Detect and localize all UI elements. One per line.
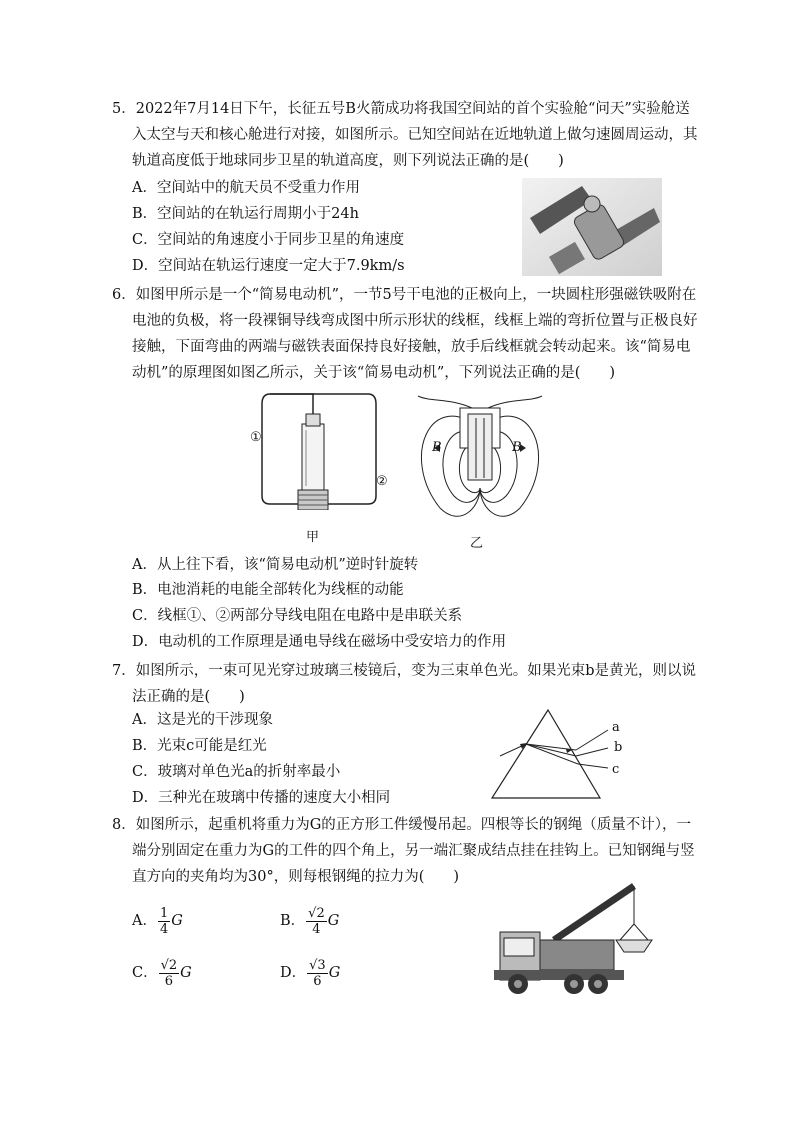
q8-c-denominator: 6 [164, 973, 174, 989]
q8-b-numerator: √2 [308, 905, 325, 921]
ray-label-c: c [612, 762, 620, 777]
q7-option-a: A．这是光的干涉现象 [132, 712, 273, 728]
figure-jia-caption: 甲 [306, 530, 320, 545]
figure-yi-caption: 乙 [470, 536, 484, 551]
q8-d-denominator: 6 [313, 973, 322, 989]
q7-option-b: B．光束c可能是红光 [132, 738, 267, 754]
q6-option-c: C．线框①、②两部分导线电阻在电路中是串联关系 [132, 608, 463, 624]
field-label-b-left: B [432, 440, 442, 455]
q7-option-d: D．三种光在玻璃中传播的速度大小相同 [132, 790, 391, 806]
q5-option-d: D．空间站在轨运行速度一定大于7.9km/s [132, 258, 405, 274]
question-7-stem: 7．如图所示，一束可见光穿过玻璃三棱镜后，变为三束单色光。如果光束b是黄光，则以说法正确的是( ) [112, 663, 697, 705]
question-6-stem: 6．如图甲所示是一个“简易电动机”，一节5号干电池的正极向上，一块圆柱形强磁铁吸附在电池的负极，将一段裸铜导线弯成图中所示形状的线框，线框上端的弯折位置与正极良好接触，下面弯曲的两端与磁铁表面保持良好接触，放手后线框就会转动起来。该“简易电动机”的原理图如图乙所示，关于该“简易电动机”，下列说法正确的是( ) [112, 287, 698, 381]
q8-option-a [132, 904, 183, 938]
crane-truck-illustration [494, 880, 664, 1000]
question-5-stem: 5．2022年7月14日下午，长征五号B火箭成功将我国空间站的首个实验舱“问天”实验舱送入太空与天和核心舱进行对接，如图所示。已知空间站在近地轨道上做匀速圆周运动，其轨道高度低于地球同步卫星的轨道高度，则下列说法正确的是( ) [112, 101, 698, 169]
q8-option-c [132, 956, 192, 990]
prism-diagram [480, 706, 630, 806]
q8-b-variable: G [327, 913, 340, 929]
q5-option-a: A．空间站中的航天员不受重力作用 [132, 180, 360, 196]
q8-option-a-fraction [158, 906, 170, 937]
space-station-photo [522, 178, 662, 276]
q8-a-variable: G [171, 913, 183, 929]
label-wire-1: ① [250, 430, 262, 445]
q6-option-d: D．电动机的工作原理是通电导线在磁场中受安培力的作用 [132, 634, 507, 650]
q8-a-denominator: 4 [159, 921, 169, 937]
q7-option-c: C．玻璃对单色光a的折射率最小 [132, 764, 341, 780]
q8-option-d-letter: D． [280, 965, 307, 981]
field-label-b-right: B [512, 440, 522, 455]
q6-option-a: A．从上往下看，该“简易电动机”逆时针旋转 [132, 557, 419, 573]
question-8-stem: 8．如图所示，起重机将重力为G的正方形工件缓慢吊起。四根等长的钢绳（质量不计），一端分别固定在重力为G的工件的四个角上，另一端汇聚成结点挂在挂钩上。已知钢绳与竖直方向的夹角均为30°，则每根钢绳的拉力为( ) [112, 817, 695, 885]
q8-option-b-letter: B． [280, 913, 306, 929]
q8-option-d-fraction [307, 958, 328, 989]
q8-option-b-fraction [306, 906, 327, 937]
q8-c-variable: G [180, 965, 192, 981]
q8-option-c-letter: C． [132, 965, 158, 981]
q8-option-c-fraction [159, 958, 180, 989]
q5-option-b: B．空间站的在轨运行周期小于24h [132, 206, 359, 222]
figure-jia-motor [240, 390, 390, 510]
figure-yi-field-diagram [410, 388, 550, 528]
ray-label-b: b [614, 740, 623, 755]
q8-option-b [280, 904, 339, 938]
label-wire-2: ② [376, 474, 388, 489]
q8-a-numerator: 1 [159, 905, 169, 921]
q8-c-numerator: √2 [160, 957, 178, 973]
q8-b-denominator: 4 [312, 921, 321, 937]
q8-d-variable: G [328, 965, 341, 981]
q5-option-c: C．空间站的角速度小于同步卫星的角速度 [132, 232, 405, 248]
q8-option-a-letter: A． [132, 913, 157, 929]
q6-option-b: B．电池消耗的电能全部转化为线框的动能 [132, 582, 404, 598]
q8-d-numerator: √3 [309, 957, 326, 973]
q8-option-d [280, 956, 340, 990]
ray-label-a: a [612, 720, 620, 735]
